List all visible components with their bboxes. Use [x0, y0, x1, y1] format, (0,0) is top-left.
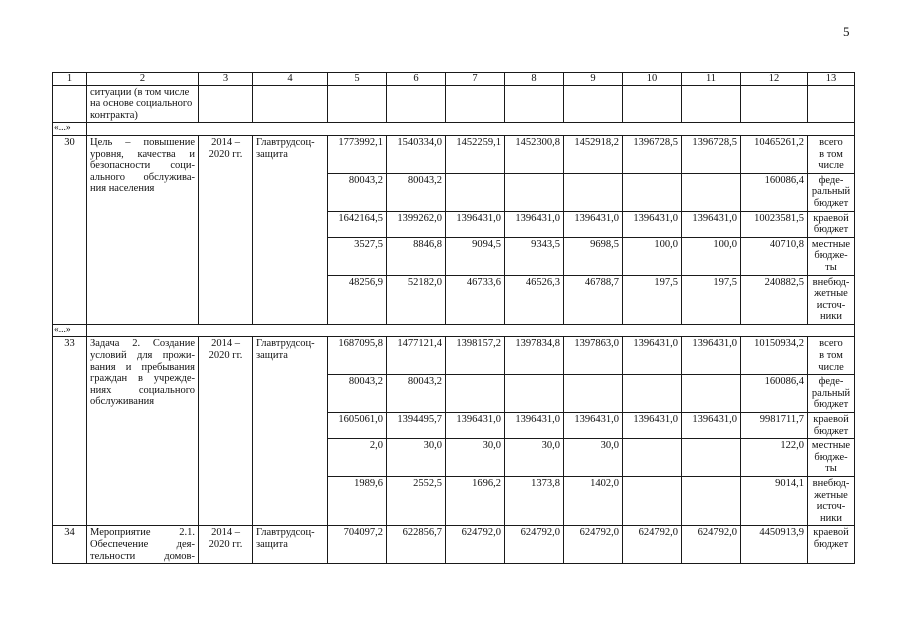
cell-value: [682, 439, 741, 477]
cell-value: 30,0: [564, 439, 623, 477]
cell-value: [564, 173, 623, 211]
ellipsis-row: [53, 123, 855, 136]
cell-value: 1989,6: [328, 477, 387, 526]
cell-value: 1452918,2: [564, 135, 623, 173]
cell-value: [623, 439, 682, 477]
cell-value: 100,0: [682, 237, 741, 275]
cell-value: 160086,4: [741, 173, 808, 211]
cell-value: 1696,2: [446, 477, 505, 526]
cell-value: [682, 477, 741, 526]
col-header: 5: [328, 73, 387, 86]
source-label: феде- ральный бюджет: [808, 375, 855, 413]
table-row-34: [53, 526, 855, 564]
cell-value: 1396431,0: [682, 413, 741, 439]
cell-value: 3527,5: [328, 237, 387, 275]
cell-value: 2552,5: [387, 477, 446, 526]
cell-value: 100,0: [623, 237, 682, 275]
cell-value: [505, 375, 564, 413]
source-label: феде- ральный бюджет: [808, 173, 855, 211]
cell-value: 9094,5: [446, 237, 505, 275]
cell-value: 160086,4: [741, 375, 808, 413]
cell-value: 1540334,0: [387, 135, 446, 173]
cell-value: 1394495,7: [387, 413, 446, 439]
cell-value: 52182,0: [387, 275, 446, 324]
cell-value: 9343,5: [505, 237, 564, 275]
cell-value: 80043,2: [387, 173, 446, 211]
ellipsis: «...»: [53, 324, 87, 337]
col-header: 6: [387, 73, 446, 86]
cell-value: 9014,1: [741, 477, 808, 526]
cell-value: 1398157,2: [446, 337, 505, 375]
row-number: 30: [53, 135, 87, 324]
cell-value: [446, 173, 505, 211]
ellipsis: «...»: [53, 123, 87, 136]
cell-value: [446, 375, 505, 413]
cell-value: 10465261,2: [741, 135, 808, 173]
cell-value: 80043,2: [328, 375, 387, 413]
cell-value: 624792,0: [446, 526, 505, 564]
col-header: 13: [808, 73, 855, 86]
ellipsis-row: [53, 324, 855, 337]
source-label: местные бюдже- ты: [808, 237, 855, 275]
cell-value: 80043,2: [328, 173, 387, 211]
cell-value: 624792,0: [564, 526, 623, 564]
cell-value: 1396431,0: [505, 211, 564, 237]
col-header: 4: [253, 73, 328, 86]
col-header: 10: [623, 73, 682, 86]
row-executor: Главтрудсоц- защита: [253, 526, 328, 564]
cell-value: 197,5: [682, 275, 741, 324]
table-row-33: [53, 337, 855, 375]
cell-value: 624792,0: [623, 526, 682, 564]
row-period: 2014 – 2020 гг.: [199, 135, 253, 324]
source-label: всего в том числе: [808, 135, 855, 173]
cell-value: 1373,8: [505, 477, 564, 526]
col-header: 12: [741, 73, 808, 86]
source-label: краевой бюджет: [808, 413, 855, 439]
row-name: Задача 2. Создание условий для прожи- вания и пребывания граждан в учрежде- ниях социального обслуживания: [87, 337, 199, 526]
col-header: 3: [199, 73, 253, 86]
cell-value: 1397834,8: [505, 337, 564, 375]
col-header: 11: [682, 73, 741, 86]
cell-value: 4450913,9: [741, 526, 808, 564]
cell-value: 1399262,0: [387, 211, 446, 237]
cell-value: 1642164,5: [328, 211, 387, 237]
source-label: краевой бюджет: [808, 526, 855, 564]
source-label: внебюд- жетные источ- ники: [808, 477, 855, 526]
continuation-text: ситуации (в том числе на основе социального контракта): [87, 85, 199, 123]
cell-value: [564, 375, 623, 413]
budget-table: [52, 72, 855, 564]
page-number: 5: [843, 24, 850, 39]
cell-value: 80043,2: [387, 375, 446, 413]
row-number: 34: [53, 526, 87, 564]
col-header: 8: [505, 73, 564, 86]
cell-value: 30,0: [446, 439, 505, 477]
table-row-30: [53, 135, 855, 173]
cell-value: [682, 173, 741, 211]
cell-value: 1605061,0: [328, 413, 387, 439]
cell-value: 1396728,5: [623, 135, 682, 173]
cell-value: [623, 477, 682, 526]
col-header: 7: [446, 73, 505, 86]
cell-value: 10023581,5: [741, 211, 808, 237]
source-label: всего в том числе: [808, 337, 855, 375]
row-period: 2014 – 2020 гг.: [199, 337, 253, 526]
cell-value: 40710,8: [741, 237, 808, 275]
cell-value: 1396431,0: [682, 211, 741, 237]
cell-value: 1396431,0: [564, 413, 623, 439]
cell-value: 624792,0: [505, 526, 564, 564]
cell-value: 1396431,0: [623, 337, 682, 375]
cell-value: 1397863,0: [564, 337, 623, 375]
source-label: краевой бюджет: [808, 211, 855, 237]
cell-value: 1396431,0: [505, 413, 564, 439]
cell-value: 30,0: [505, 439, 564, 477]
cell-value: 46788,7: [564, 275, 623, 324]
cell-value: 240882,5: [741, 275, 808, 324]
cell-value: 8846,8: [387, 237, 446, 275]
cell-value: 46733,6: [446, 275, 505, 324]
cell-value: 1477121,4: [387, 337, 446, 375]
row-number: 33: [53, 337, 87, 526]
cell-value: 9981711,7: [741, 413, 808, 439]
cell-value: 622856,7: [387, 526, 446, 564]
header-row: [53, 73, 855, 86]
cell-value: 48256,9: [328, 275, 387, 324]
cell-value: 624792,0: [682, 526, 741, 564]
cell-value: [623, 375, 682, 413]
source-label: внебюд- жетные источ- ники: [808, 275, 855, 324]
cell-value: 2,0: [328, 439, 387, 477]
cell-value: 1452300,8: [505, 135, 564, 173]
cell-value: 1396431,0: [682, 337, 741, 375]
cell-value: [623, 173, 682, 211]
cell-value: [505, 173, 564, 211]
cell-value: 1773992,1: [328, 135, 387, 173]
cell-value: 1396728,5: [682, 135, 741, 173]
cell-value: 197,5: [623, 275, 682, 324]
cell-value: 1396431,0: [564, 211, 623, 237]
cell-value: 1396431,0: [446, 413, 505, 439]
row-name: Цель – повышение уровня, качества и безопасности соци- ального обслужива- ния населения: [87, 135, 199, 324]
row-executor: Главтрудсоц- защита: [253, 337, 328, 526]
col-header: 2: [87, 73, 199, 86]
cell-value: 1396431,0: [446, 211, 505, 237]
cell-value: 1452259,1: [446, 135, 505, 173]
row-name: Мероприятие 2.1. Обеспечение дея- тельности домов-: [87, 526, 199, 564]
source-label: местные бюдже- ты: [808, 439, 855, 477]
cell-value: 46526,3: [505, 275, 564, 324]
cell-value: 1687095,8: [328, 337, 387, 375]
cell-value: 704097,2: [328, 526, 387, 564]
continuation-row: [53, 85, 855, 123]
row-executor: Главтрудсоц- защита: [253, 135, 328, 324]
row-period: 2014 – 2020 гг.: [199, 526, 253, 564]
cell-value: 122,0: [741, 439, 808, 477]
cell-value: 30,0: [387, 439, 446, 477]
col-header: 9: [564, 73, 623, 86]
cell-value: 1396431,0: [623, 211, 682, 237]
cell-value: 9698,5: [564, 237, 623, 275]
cell-value: 1402,0: [564, 477, 623, 526]
cell-value: 1396431,0: [623, 413, 682, 439]
col-header: 1: [53, 73, 87, 86]
cell-value: [682, 375, 741, 413]
cell-value: 10150934,2: [741, 337, 808, 375]
